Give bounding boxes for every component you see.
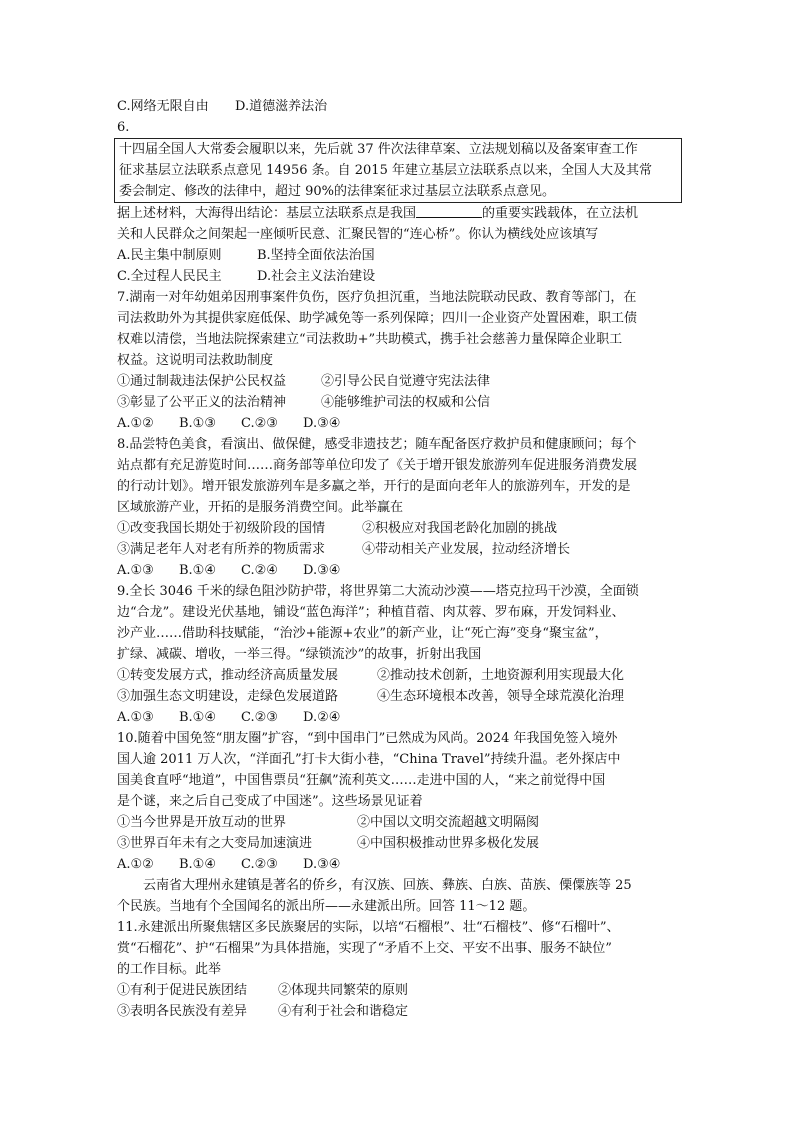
- q7-choice-b: B.①③: [179, 416, 216, 431]
- q6-option-c: C.全过程人民民主: [117, 269, 222, 284]
- intro-11-12-line: 云南省大理州永建镇是著名的侨乡，有汉族、回族、彝族、白族、苗族、傈僳族等 25: [143, 878, 632, 893]
- q10-choice-d: D.③④: [303, 857, 341, 872]
- q10-stem-line: 国美食直呼“地道”，中国售票员“狂飙”流利英文……走进中国的人，“来之前觉得中国: [117, 773, 606, 788]
- q10-choices: [117, 854, 677, 875]
- q8-stem-line: 8.品尝特色美食，看演出、做保健，感受非遗技艺；随车配备医疗救护员和健康顾问；每个: [117, 437, 637, 452]
- q9-items-row: [117, 665, 677, 686]
- q10-choice-c: C.②③: [241, 857, 278, 872]
- q5-option-c: C.网络无限自由: [117, 99, 209, 114]
- q7-stem-line: 权难以清偿，当地法院探索建立“司法救助+”共助模式，携手社会慈善力量保障企业职工: [117, 332, 623, 347]
- q9-stem-line: 扩绿、减碳、增收，一举三得。“绿锁流沙”的故事，折射出我国: [117, 647, 482, 662]
- document-page: [117, 96, 677, 1022]
- q8-item-2: ②积极应对我国老龄化加剧的挑战: [362, 521, 558, 536]
- q8-items-row: [117, 539, 677, 560]
- q10-choice-a: A.①②: [117, 857, 154, 872]
- q7-item-2: ②引导公民自觉遵守宪法法律: [321, 374, 491, 389]
- q6-number: 6.: [117, 120, 130, 135]
- q8-stem-line: 站点都有充足游览时间……商务部等单位印发了《关于增开银发旅游列车促进服务消费发展: [117, 458, 638, 473]
- q11-stem-line: 赏“石榴花”、护“石榴果”为具体措施，实现了“矛盾不上交、平安不出事、服务不缺位”: [117, 941, 612, 956]
- q6-stem-part1: 据上述材料，大海得出结论：基层立法联系点是我国: [117, 206, 417, 221]
- q7-choice-d: D.③④: [303, 416, 341, 431]
- q9-item-1: ①转变发展方式，推动经济高质量发展: [117, 668, 339, 683]
- q6-option-a: A.民主集中制原则: [117, 248, 222, 263]
- q10-item-2: ②中国以文明交流超越文明隔阂: [357, 815, 540, 830]
- q9-stem-line: 沙产业……借助科技赋能，“治沙+能源+农业”的新产业，让“死亡海”变身“聚宝盆”，: [117, 626, 608, 641]
- q7-items-row: [117, 392, 677, 413]
- q6-stem-part2: 的重要实践载体，在立法机: [482, 206, 639, 221]
- q8-items-row: [117, 518, 677, 539]
- q11-stem-line: 11.永建派出所聚焦辖区多民族聚居的实际，以培“石榴根”、壮“石榴枝”、修“石榴叶”、: [117, 920, 620, 935]
- q5-options-cd: [117, 96, 677, 117]
- q6-material-line: 委会制定、修改的法律中，超过 90%的法律案征求过基层立法联系点意见。: [119, 184, 556, 199]
- q11-item-1: ①有利于促进民族团结: [117, 983, 248, 998]
- q10-items-row: [117, 812, 677, 833]
- q9-choice-c: C.②③: [241, 710, 278, 725]
- q6-fill-blank: [416, 205, 482, 218]
- q6-option-b: B.坚持全面依法治国: [257, 248, 375, 263]
- q9-choice-a: A.①③: [117, 710, 154, 725]
- q7-choices: [117, 413, 677, 434]
- q8-choice-b: B.①④: [179, 563, 216, 578]
- q10-stem-line: 国人逾 2011 万人次，“洋面孔”打卡大街小巷，“China Travel”持续升温。老外探店中: [117, 752, 621, 767]
- q6-options-row: [117, 266, 677, 287]
- q11-stem-line: 的工作目标。此举: [117, 962, 222, 977]
- q6-material-box: [114, 138, 682, 203]
- q7-choice-c: C.②③: [241, 416, 278, 431]
- q11-item-3: ③表明各民族没有差异: [117, 1004, 248, 1019]
- q7-item-3: ③彰显了公平正义的法治精神: [117, 395, 287, 410]
- q11-item-4: ④有利于社会和谐稳定: [278, 1004, 409, 1019]
- q8-choice-c: C.②④: [241, 563, 278, 578]
- q6-options-row: [117, 245, 677, 266]
- q7-items-row: [117, 371, 677, 392]
- q9-stem-line: 9.全长 3046 千米的绿色阻沙防护带，将世界第二大流动沙漠——塔克拉玛干沙漠，全面锁: [117, 584, 639, 599]
- q11-item-2: ②体现共同繁荣的原则: [278, 983, 409, 998]
- q8-item-1: ①改变我国长期处于初级阶段的国情: [117, 521, 326, 536]
- q8-choices: [117, 560, 677, 581]
- q7-item-1: ①通过制裁违法保护公民权益: [117, 374, 287, 389]
- q10-items-row: [117, 833, 677, 854]
- q9-items-row: [117, 686, 677, 707]
- q8-choice-a: A.①③: [117, 563, 154, 578]
- q10-stem-line: 是个谜，来之后自己变成了中国迷”。这些场景见证着: [117, 794, 423, 809]
- q9-choice-d: D.②④: [303, 710, 341, 725]
- q8-item-4: ④带动相关产业发展，拉动经济增长: [362, 542, 571, 557]
- q6-material-line: 十四届全国人大常委会履职以来，先后就 37 件次法律草案、立法规划稿以及备案审查工作: [119, 142, 638, 157]
- q11-items-row: [117, 980, 677, 1001]
- q7-stem-line: 司法救助外为其提供家庭低保、助学减免等一系列保障；四川一企业资产处置困难，职工债: [117, 311, 638, 326]
- q7-item-4: ④能够维护司法的权威和公信: [321, 395, 491, 410]
- q10-item-1: ①当今世界是开放互动的世界: [117, 815, 287, 830]
- intro-11-12-line: 个民族。当地有个全国闻名的派出所——永建派出所。回答 11～12 题。: [117, 899, 536, 914]
- q6-stem-line: 关和人民群众之间架起一座倾听民意、汇聚民智的“连心桥”。你认为横线处应该填写: [117, 227, 599, 242]
- q5-option-d: D.道德滋养法治: [235, 99, 328, 114]
- q6-stem: [117, 203, 677, 224]
- q7-stem-line: 权益。这说明司法救助制度: [117, 353, 274, 368]
- q9-item-4: ④生态环境根本改善，领导全球荒漠化治理: [377, 689, 625, 704]
- q10-stem-line: 10.随着中国免签“朋友圈”扩容，“到中国串门”已然成为风尚。2024 年我国免签入境外: [117, 731, 618, 746]
- q6-material-line: 征求基层立法联系点意见 14956 条。自 2015 年建立基层立法联系点以来，全国人大及其常: [119, 163, 652, 178]
- q11-items-row: [117, 1001, 677, 1022]
- q9-stem-line: 边“合龙”。建设光伏基地，铺设“蓝色海洋”；种植苜蓿、肉苁蓉、罗布麻，开发饲料业、: [117, 605, 625, 620]
- q10-choice-b: B.①④: [179, 857, 216, 872]
- q6-option-d: D.社会主义法治建设: [257, 269, 376, 284]
- q7-stem-line: 7.湖南一对年幼姐弟因刑事案件负伤，医疗负担沉重，当地法院联动民政、教育等部门，在: [117, 290, 637, 305]
- q7-choice-a: A.①②: [117, 416, 154, 431]
- q8-stem-line: 的行动计划》。增开银发旅游列车是多赢之举，开行的是面向老年人的旅游列车，开发的是: [117, 479, 631, 494]
- q10-item-3: ③世界百年未有之大变局加速演进: [117, 836, 313, 851]
- q9-choice-b: B.①④: [179, 710, 216, 725]
- q8-item-3: ③满足老年人对老有所养的物质需求: [117, 542, 326, 557]
- q8-stem-line: 区域旅游产业，开拓的是服务消费空间。此举赢在: [117, 500, 404, 515]
- q9-item-2: ②推动技术创新，土地资源利用实现最大化: [377, 668, 625, 683]
- q9-item-3: ③加强生态文明建设，走绿色发展道路: [117, 689, 339, 704]
- q9-choices: [117, 707, 677, 728]
- q8-choice-d: D.③④: [303, 563, 341, 578]
- q10-item-4: ④中国积极推动世界多极化发展: [357, 836, 540, 851]
